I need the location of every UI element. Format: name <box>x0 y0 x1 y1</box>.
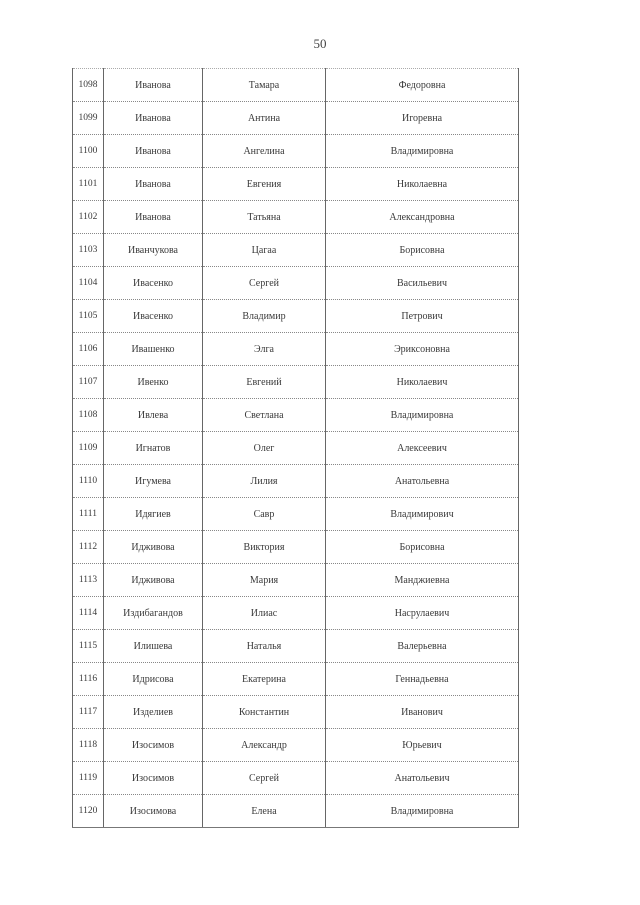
table-row <box>73 762 519 795</box>
last-name-cell: Ивлева <box>104 399 203 432</box>
table-row <box>73 333 519 366</box>
first-name-cell: Мария <box>203 564 326 597</box>
first-name-cell: Сергей <box>203 762 326 795</box>
table-row <box>73 135 519 168</box>
patronymic-cell: Игоревна <box>326 102 519 135</box>
row-number-cell: 1105 <box>73 300 104 333</box>
row-number-cell: 1118 <box>73 729 104 762</box>
row-number-cell: 1102 <box>73 201 104 234</box>
row-number-cell: 1119 <box>73 762 104 795</box>
patronymic-cell: Владимирович <box>326 498 519 531</box>
patronymic-cell: Владимировна <box>326 399 519 432</box>
row-number-cell: 1100 <box>73 135 104 168</box>
names-table <box>72 68 519 828</box>
last-name-cell: Идрисова <box>104 663 203 696</box>
patronymic-cell: Насрулаевич <box>326 597 519 630</box>
row-number-cell: 1099 <box>73 102 104 135</box>
first-name-cell: Александр <box>203 729 326 762</box>
patronymic-cell: Борисовна <box>326 531 519 564</box>
row-number-cell: 1114 <box>73 597 104 630</box>
first-name-cell: Олег <box>203 432 326 465</box>
table-row <box>73 498 519 531</box>
last-name-cell: Идживова <box>104 531 203 564</box>
last-name-cell: Идягиев <box>104 498 203 531</box>
last-name-cell: Иванова <box>104 135 203 168</box>
table-row <box>73 300 519 333</box>
patronymic-cell: Иванович <box>326 696 519 729</box>
first-name-cell: Цагаа <box>203 234 326 267</box>
first-name-cell: Татьяна <box>203 201 326 234</box>
first-name-cell: Евгений <box>203 366 326 399</box>
patronymic-cell: Владимировна <box>326 135 519 168</box>
patronymic-cell: Эриксоновна <box>326 333 519 366</box>
first-name-cell: Светлана <box>203 399 326 432</box>
patronymic-cell: Валерьевна <box>326 630 519 663</box>
last-name-cell: Игумева <box>104 465 203 498</box>
table-row <box>73 729 519 762</box>
row-number-cell: 1098 <box>73 69 104 102</box>
patronymic-cell: Николаевна <box>326 168 519 201</box>
first-name-cell: Элга <box>203 333 326 366</box>
row-number-cell: 1116 <box>73 663 104 696</box>
table-row <box>73 597 519 630</box>
first-name-cell: Константин <box>203 696 326 729</box>
patronymic-cell: Александровна <box>326 201 519 234</box>
patronymic-cell: Анатольевич <box>326 762 519 795</box>
last-name-cell: Ивасенко <box>104 267 203 300</box>
table-row <box>73 432 519 465</box>
table-row <box>73 201 519 234</box>
table-row <box>73 234 519 267</box>
last-name-cell: Иванова <box>104 102 203 135</box>
table-row <box>73 267 519 300</box>
patronymic-cell: Юрьевич <box>326 729 519 762</box>
first-name-cell: Евгения <box>203 168 326 201</box>
last-name-cell: Идживова <box>104 564 203 597</box>
last-name-cell: Иванчукова <box>104 234 203 267</box>
row-number-cell: 1113 <box>73 564 104 597</box>
patronymic-cell: Петрович <box>326 300 519 333</box>
patronymic-cell: Борисовна <box>326 234 519 267</box>
last-name-cell: Ивашенко <box>104 333 203 366</box>
row-number-cell: 1108 <box>73 399 104 432</box>
last-name-cell: Изосимов <box>104 762 203 795</box>
table-row <box>73 102 519 135</box>
first-name-cell: Владимир <box>203 300 326 333</box>
table-row <box>73 465 519 498</box>
patronymic-cell: Васильевич <box>326 267 519 300</box>
first-name-cell: Екатерина <box>203 663 326 696</box>
table-row <box>73 795 519 828</box>
row-number-cell: 1112 <box>73 531 104 564</box>
first-name-cell: Сергей <box>203 267 326 300</box>
last-name-cell: Издибагандов <box>104 597 203 630</box>
table-row <box>73 663 519 696</box>
first-name-cell: Тамара <box>203 69 326 102</box>
table-row <box>73 168 519 201</box>
patronymic-cell: Алексеевич <box>326 432 519 465</box>
table-row <box>73 69 519 102</box>
last-name-cell: Иванова <box>104 201 203 234</box>
table-row <box>73 630 519 663</box>
row-number-cell: 1111 <box>73 498 104 531</box>
row-number-cell: 1117 <box>73 696 104 729</box>
row-number-cell: 1120 <box>73 795 104 828</box>
table-row <box>73 564 519 597</box>
row-number-cell: 1115 <box>73 630 104 663</box>
row-number-cell: 1106 <box>73 333 104 366</box>
last-name-cell: Изделиев <box>104 696 203 729</box>
last-name-cell: Иванова <box>104 69 203 102</box>
patronymic-cell: Федоровна <box>326 69 519 102</box>
row-number-cell: 1109 <box>73 432 104 465</box>
first-name-cell: Лилия <box>203 465 326 498</box>
first-name-cell: Антина <box>203 102 326 135</box>
page-number: 50 <box>313 36 327 51</box>
row-number-cell: 1101 <box>73 168 104 201</box>
patronymic-cell: Анатольевна <box>326 465 519 498</box>
row-number-cell: 1107 <box>73 366 104 399</box>
patronymic-cell: Владимировна <box>326 795 519 828</box>
last-name-cell: Илишева <box>104 630 203 663</box>
last-name-cell: Ивасенко <box>104 300 203 333</box>
first-name-cell: Илиас <box>203 597 326 630</box>
row-number-cell: 1110 <box>73 465 104 498</box>
last-name-cell: Иванова <box>104 168 203 201</box>
table-row <box>73 696 519 729</box>
table-row <box>73 399 519 432</box>
last-name-cell: Изосимова <box>104 795 203 828</box>
first-name-cell: Ангелина <box>203 135 326 168</box>
first-name-cell: Виктория <box>203 531 326 564</box>
patronymic-cell: Николаевич <box>326 366 519 399</box>
first-name-cell: Наталья <box>203 630 326 663</box>
patronymic-cell: Манджиевна <box>326 564 519 597</box>
row-number-cell: 1104 <box>73 267 104 300</box>
table-row <box>73 531 519 564</box>
patronymic-cell: Геннадьевна <box>326 663 519 696</box>
last-name-cell: Игнатов <box>104 432 203 465</box>
first-name-cell: Савр <box>203 498 326 531</box>
first-name-cell: Елена <box>203 795 326 828</box>
table-row <box>73 366 519 399</box>
last-name-cell: Изосимов <box>104 729 203 762</box>
last-name-cell: Ивенко <box>104 366 203 399</box>
row-number-cell: 1103 <box>73 234 104 267</box>
